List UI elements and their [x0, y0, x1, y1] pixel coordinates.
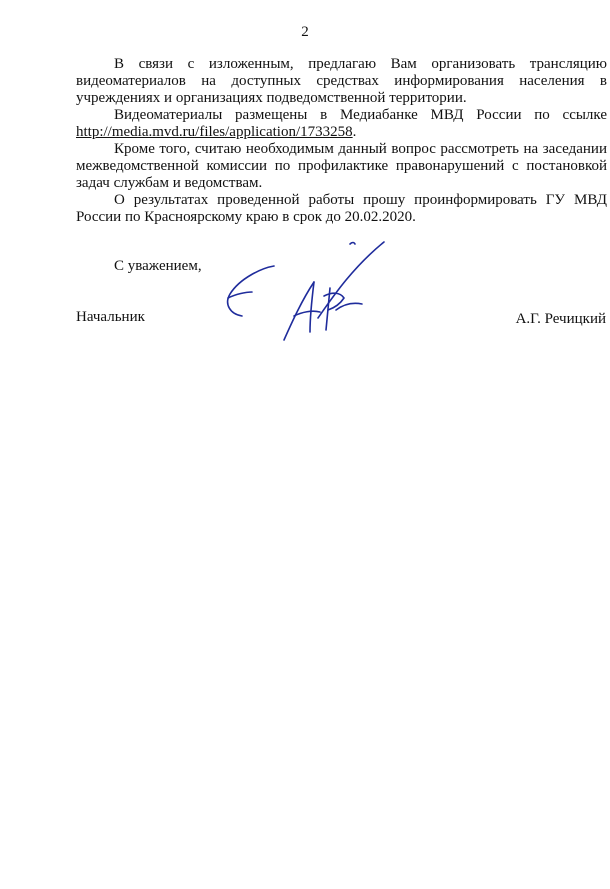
- paragraph-proposal: В связи с изложенным, предлагаю Вам организовать трансляцию видеоматериалов на доступных средствах информирования населения в учреждениях и организациях подведомственной территории.: [76, 56, 607, 106]
- paragraph-video-end: .: [352, 124, 357, 140]
- signatory-position: Начальник: [76, 309, 145, 325]
- mediabank-link[interactable]: http://media.mvd.ru/files/application/1733258: [76, 124, 353, 140]
- closing-greeting: С уважением,: [114, 258, 202, 274]
- paragraph-report-deadline: О результатах проведенной работы прошу проинформировать ГУ МВД России по Красноярскому краю в срок до 20.02.2020.: [76, 192, 607, 225]
- paragraph-commission: Кроме того, считаю необходимым данный вопрос рассмотреть на заседании межведомственной комиссии по профилактике правонарушений с постановкой задач службам и ведомствам.: [76, 141, 607, 191]
- paragraph-video-materials: [76, 107, 607, 141]
- handwritten-signature: [222, 238, 392, 343]
- page-number: 2: [301, 24, 309, 40]
- signatory-name: А.Г. Речицкий: [515, 311, 606, 327]
- paragraph-video-text: Видеоматериалы размещены в Медиабанке МВД России по ссылке: [114, 107, 607, 123]
- letter-body: [76, 56, 607, 226]
